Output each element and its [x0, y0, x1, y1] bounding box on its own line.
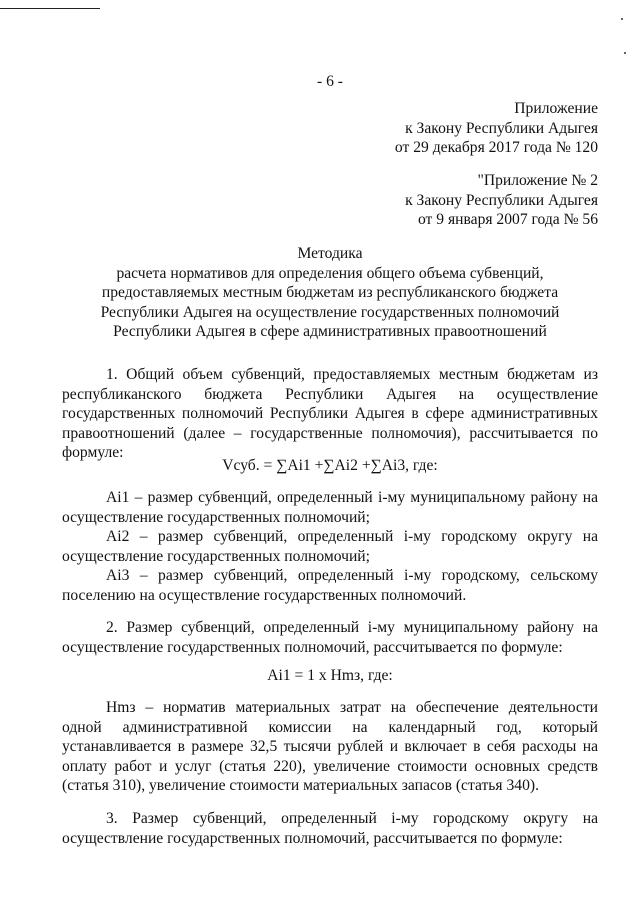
section-1 [62, 365, 598, 463]
appendix-line: от 9 января 2007 года № 56 [417, 211, 598, 228]
title-line: предоставляемых местным бюджетам из республиканского бюджета [101, 284, 559, 301]
section-2-text: 2. Размер субвенций, определенный i-му муниципальному району на осуществление государственных полномочий, рассчитывается по формуле: [62, 619, 598, 656]
title-line: Республики Адыгея в сфере административных правоотношений [113, 323, 547, 340]
formula-total-subvention: Vсуб. = ∑Ai1 +∑Ai2 +∑Ai3, где: [222, 457, 438, 474]
scan-artifact-line [0, 8, 100, 9]
section-3-text: 3. Размер субвенций, определенный i-му городскому округу на осуществление государственных полномочий, рассчитывается по формуле: [62, 810, 598, 847]
appendix-line: "Приложение № 2 [477, 172, 598, 189]
scan-speck [621, 18, 623, 20]
definition-ai3: Ai3 – размер субвенций, определенный i-му городскому, сельскому поселению на осуществление государственных полномочий. [62, 567, 598, 604]
section-2-definition [62, 698, 598, 796]
section-1-formula-block [62, 456, 598, 476]
appendix-line: Приложение [514, 100, 598, 117]
appendix-line: от 29 декабря 2017 года № 120 [394, 139, 598, 156]
definition-ai1: Ai1 – размер субвенций, определенный i-му муниципальному району на осуществление государственных полномочий; [62, 489, 598, 526]
definition-ai2: Ai2 – размер субвенций, определенный i-му городскому округу на осуществление государственных полномочий; [62, 528, 598, 565]
section-1-text: 1. Общий объем субвенций, предоставляемых местным бюджетам из республиканского бюджета Республики Адыгея на осуществление государственных полномочий Республики Адыгея в сфере административных правоотношений (далее – государственные полномочия), рассчитывается по формуле: [62, 366, 598, 461]
appendix-current-block [395, 99, 598, 158]
section-2-formula-block [62, 666, 598, 686]
section-1-definitions [62, 488, 598, 605]
title-line: Республики Адыгея на осуществление государственных полномочий [100, 303, 560, 321]
appendix-line: к Закону Республики Адыгея [405, 119, 598, 137]
title-line: Методика [297, 245, 363, 262]
section-2 [62, 618, 598, 657]
title-line: расчета нормативов для определения общего объема субвенций, [116, 264, 544, 282]
page-number: - 6 - [317, 73, 343, 90]
appendix-original-block [405, 171, 598, 230]
formula-ai1: Ai1 = 1 x Нmз, где: [267, 667, 393, 684]
section-3 [62, 809, 598, 848]
scan-speck [624, 52, 626, 54]
appendix-line: к Закону Республики Адыгея [405, 191, 598, 209]
document-title [62, 244, 598, 342]
definition-nmz: Нmз – норматив материальных затрат на обеспечение деятельности одной административной комиссии на календарный год, который устанавливается в размере 32,5 тысячи рублей и включает в себя расходы на оплату работ и услуг (статья 220), увеличение стоимости основных средств (статья 310), увеличение стоимости материальных запасов (статья 340). [62, 699, 598, 794]
